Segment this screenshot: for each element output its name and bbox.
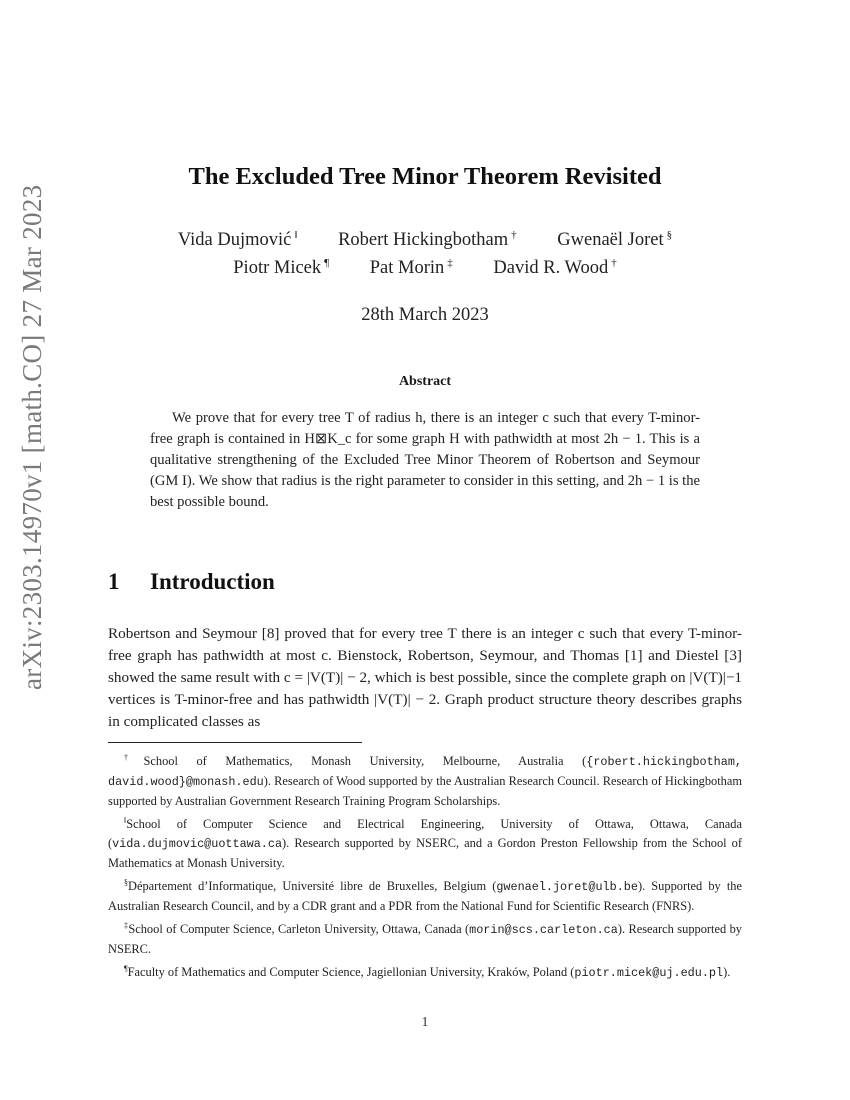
paper-date: 28th March 2023 — [361, 305, 489, 325]
authors-row-2 — [0, 257, 850, 279]
introduction-text: Robertson and Seymour [8] proved that for every tree T there is an integer c such that every T-minor-free graph has pathwidth at most c. Bienstock, Robertson, Seymour, and Thomas [1] and Diestel [3] showed the same result with c = |V(T)| − 2, which is best possible, since the complete graph on |V(T)|−1 vertices is T-minor-free and has pathwidth |V(T)| − 2. Graph product structure theory describes graphs in complicated classes as — [108, 625, 742, 730]
abstract-heading: Abstract — [398, 374, 452, 389]
affiliation-mark: ¶ — [324, 257, 330, 269]
affiliation-mark: † — [511, 229, 517, 241]
author: David R. Wood † — [493, 257, 617, 278]
author: Pat Morin ‡ — [369, 257, 453, 278]
footnotes — [108, 748, 742, 983]
section-title: Introduction — [150, 569, 275, 594]
email-link[interactable]: piotr.micek@uj.edu.pl — [574, 966, 724, 980]
email-link[interactable]: vida.dujmovic@uottawa.ca — [112, 837, 283, 851]
section-heading — [108, 569, 275, 595]
footnote: ‖School of Computer Science and Electrical Engineering, University of Ottawa, Ottawa, Canada (vida.dujmovic@uottawa.ca). Research supported by NSERC, and a Gordon Preston Fellowship from the School of Mathematics at Monash University. — [108, 816, 742, 870]
affiliation-mark: † — [611, 257, 617, 269]
author: Robert Hickingbotham † — [338, 229, 517, 250]
footnote: §Département d’Informatique, Université libre de Bruxelles, Belgium (gwenael.joret@ulb.be). Supported by the Australian Research Council, and by a CDR grant and a PDR from the National Fund for Scientific Research (FNRS). — [108, 878, 742, 913]
footnote: ¶Faculty of Mathematics and Computer Science, Jagiellonian University, Kraków, Poland (piotr.micek@uj.edu.pl). — [124, 964, 731, 980]
email-link[interactable]: gwenael.joret@ulb.be — [496, 880, 638, 894]
paper-title: The Excluded Tree Minor Theorem Revisited — [188, 163, 662, 190]
abstract-text: We prove that for every tree T of radius h, there is an integer c such that every T-minor-free graph is contained in H⊠K_c for some graph H with pathwidth at most 2h − 1. This is a qualitative strengthening of the Excluded Tree Minor Theorem of Robertson and Seymour (GM I). We show that radius is the right parameter to consider in this setting, and 2h − 1 is the best possible bound. — [150, 410, 700, 510]
author: Vida Dujmović ‖ — [177, 229, 298, 250]
affiliation-mark: ‡ — [447, 257, 453, 269]
author: Gwenaël Joret § — [557, 229, 673, 250]
footnote: †School of Mathematics, Monash University, Melbourne, Australia ({robert.hickingbotham, david.wood}@monash.edu). Research of Wood supported by the Australian Research Council. Research of Hickingbotham supported by Australian Government Research Training Program Scholarships. — [108, 753, 742, 808]
authors-row-1 — [0, 229, 850, 251]
footnote-rule — [108, 742, 362, 743]
arxiv-stamp: arXiv:2303.14970v1 [math.CO] 27 Mar 2023 — [17, 184, 47, 690]
page-number: 1 — [421, 1015, 429, 1030]
section-number: 1 — [108, 569, 120, 594]
affiliation-mark: § — [666, 229, 673, 241]
author: Piotr Micek ¶ — [233, 257, 330, 278]
email-link[interactable]: morin@scs.carleton.ca — [469, 923, 618, 937]
email-link[interactable]: {robert.hickingbotham, david.wood}@monash.edu — [108, 755, 742, 789]
affiliation-mark: ‖ — [294, 229, 298, 241]
footnote: ‡School of Computer Science, Carleton University, Ottawa, Canada (morin@scs.carleton.ca). Research supported by NSERC. — [108, 921, 742, 956]
